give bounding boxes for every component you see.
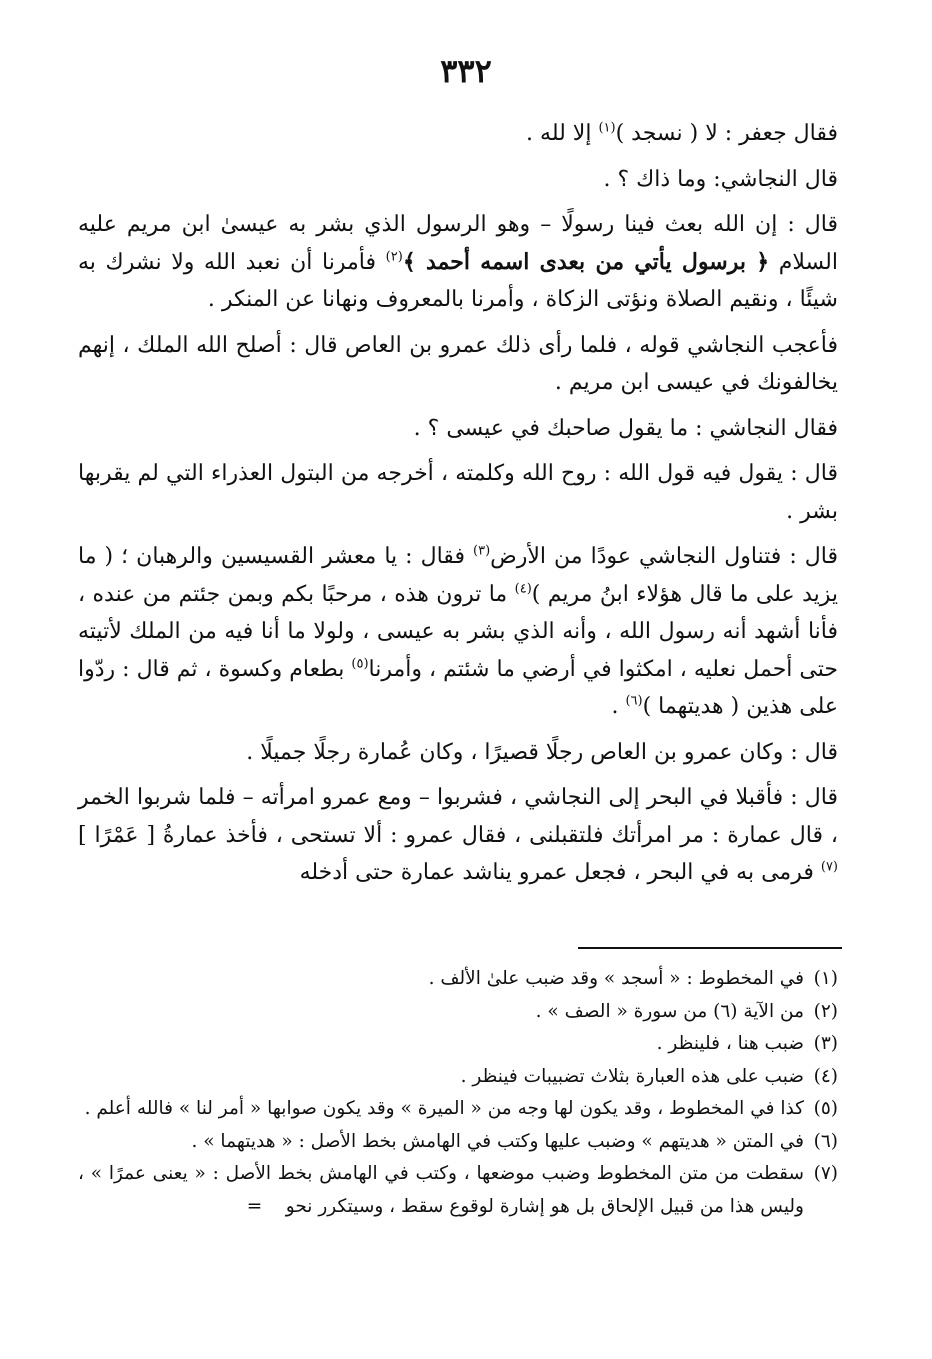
paragraph: قال : إن الله بعث فينا رسولًا – وهو الرسول الذي بشر به عيسىٰ ابن مريم عليه السلام ﴿ برسول يأتي من بعدى اسمه أحمد ﴾$^{(٢)}$ فأمرنا أن نعبد الله ولا نشرك به شيئًا ، ونقيم الصلاة ونؤتى الزكاة ، وأمرنا بالمعروف ونهانا عن المنكر . [78, 212, 838, 312]
quran-quote: ﴿ برسول يأتي من بعدى اسمه أحمد ﴾ [402, 248, 770, 275]
footnote-ref: (٥) [351, 656, 369, 672]
main-text [78, 115, 838, 900]
footnotes [78, 963, 838, 1223]
paragraph: فأعجب النجاشي قوله ، فلما رأى ذلك عمرو بن العاص قال : أصلح الله الملك ، إنهم يخالفونك في عيسى ابن مريم . [78, 332, 838, 395]
footnote-number: (٢) [813, 1000, 838, 1022]
footnote-number: (٧) [813, 1163, 838, 1184]
paragraph: قال : يقول فيه قول الله : روح الله وكلمته ، أخرجه من البتول العذراء التي لم يقربها بشر . [78, 461, 838, 524]
footnote: (٧) سقطت من متن المخطوط وضبب موضعها ، وكتب في الهامش بخط الأصل : « يعنى عمرًا » ، وليس هذا من قبيل الإلحاق بل هو إشارة لوقوع سقط ، وسيتكرر نحو = [78, 1158, 838, 1223]
footnote-number: (٦) [813, 1130, 838, 1152]
footnote: (٥) كذا في المخطوط ، وقد يكون لها وجه من « الميرة » وقد يكون صوابها « أمر لنا » فالله أعلم . [78, 1093, 838, 1126]
footnote: (٦) في المتن « هديتهم » وضبب عليها وكتب في الهامش بخط الأصل : « هديتهما » . [78, 1126, 838, 1159]
footnote-ref: (٣) [473, 543, 491, 559]
page-number: ٣٣٢ [440, 52, 492, 90]
footnote-number: (١) [813, 968, 838, 989]
footnote: (٢) من الآية (٦) من سورة « الصف » . [78, 996, 838, 1029]
footnote-ref: (١) [598, 120, 616, 136]
paragraph: قال : فأقبلا في البحر إلى النجاشي ، فشربوا – ومع عمرو امرأته – فلما شربوا الخمر ، قال عمارة : مر امرأتك فلتقبلنى ، فقال عمرو : ألا تستحى ، فأخذ عمارةُ [ عَمْرًا ]$^{(٧)}$ فرمى به في البحر ، فجعل عمرو يناشد عمارة حتى أدخله [78, 785, 838, 885]
footnote: (١) في المخطوط : « أسجد » وقد ضبب علىٰ الألف . [78, 963, 838, 996]
footnote-number: (٤) [813, 1065, 838, 1087]
continuation-mark: = [246, 1195, 263, 1217]
footnote: (٤) ضبب على هذه العبارة بثلاث تضبيبات فينظر . [78, 1061, 838, 1094]
footnote-separator [578, 947, 842, 949]
paragraph: قال : فتناول النجاشي عودًا من الأرض$^{(٣)}$ فقال : يا معشر القسيسين والرهبان ؛ ( ما يزيد على ما قال هؤلاء ابنُ مريم )$^{(٤)}$ ما ترون هذه ، مرحبًا بكم وبمن جئتم من عنده ، فأنا أشهد أنه رسول الله ، وأنه الذي بشر به عيسى ، ولولا ما أنا فيه من الملك لأتيته حتى أحمل نعليه ، امكثوا في أرضي ما شئتم ، وأمرنا$^{(٥)}$ بطعام وكسوة ، ثم قال : ردّوا على هذين ( هديتهما )$^{(٦)}$ . [78, 543, 839, 719]
footnote-ref: (٢) [385, 249, 403, 265]
footnote-number: (٥) [813, 1098, 838, 1119]
paragraph: فقال النجاشي : ما يقول صاحبك في عيسى ؟ . [413, 415, 838, 441]
paragraph: قال : وكان عمرو بن العاص رجلًا قصيرًا ، وكان عُمارة رجلًا جميلًا . [246, 739, 838, 765]
footnote: (٣) ضبب هنا ، فلينظر . [78, 1028, 838, 1061]
footnote-ref: (٧) [820, 859, 838, 875]
paragraph: فقال جعفر : لا ( نسجد )$^{(١)}$ إلا لله . [526, 120, 838, 146]
footnote-number: (٣) [813, 1033, 838, 1054]
paragraph: قال النجاشي: وما ذاك ؟ . [603, 166, 838, 192]
footnote-ref: (٤) [514, 581, 532, 597]
footnote-ref: (٦) [625, 693, 643, 709]
